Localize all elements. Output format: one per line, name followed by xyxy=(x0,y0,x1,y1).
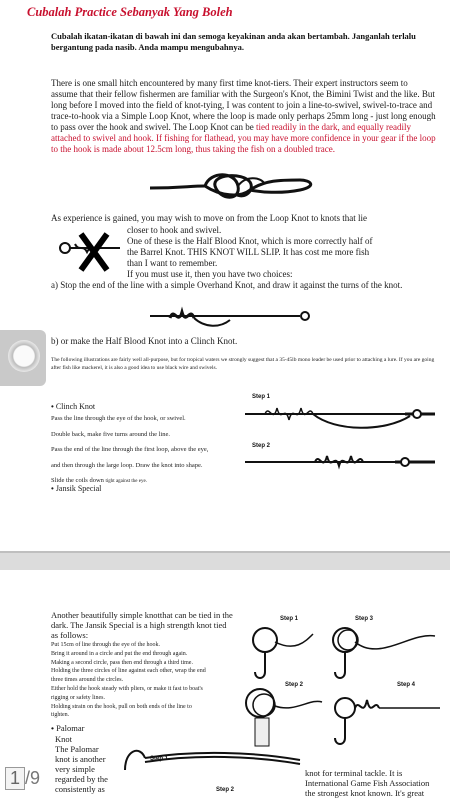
clinch-step: and then through the large loop. Draw the knot into shape. xyxy=(51,461,203,469)
jansik-step: Holding the three circles of line against each other, wrap the end xyxy=(51,668,206,675)
jansik-step3-illustration xyxy=(320,622,440,682)
jansik-step: tighten. xyxy=(51,712,70,719)
palomar-line: regarded by the xyxy=(55,774,108,784)
palomar-heading: • Palomar xyxy=(51,723,85,733)
half-blood-line6: If you must use it, then you have two choices: xyxy=(127,269,293,279)
clinch-step2-label: Step 2 xyxy=(252,443,271,449)
bullet-icon: • xyxy=(51,484,54,493)
jansik-intro-line: Another beautifully simple knotthat can be tied in the xyxy=(51,610,233,620)
jansik-step: Either hold the hook steady with pliers, or make it fast to boat's xyxy=(51,685,203,692)
jansik-intro xyxy=(51,610,271,640)
palomar-description xyxy=(305,768,450,798)
jansik-step3-label: Step 3 xyxy=(355,616,374,622)
jansik-intro-line: as follows: xyxy=(51,630,89,640)
palomar-line: knot is another xyxy=(55,754,106,764)
current-page-number[interactable]: 1 xyxy=(5,767,25,790)
choice-b: b) or make the Half Blood Knot into a Clinch Knot. xyxy=(51,336,238,346)
jansik-step4-illustration xyxy=(325,688,445,748)
clinch-step1-illustration xyxy=(245,402,440,437)
palomar-desc-line: International Game Fish Association xyxy=(305,778,430,788)
clinch-step: Pass the end of the line through the first loop, above the eye, xyxy=(51,446,209,453)
palomar-desc-line: the strongest knot known. It's great xyxy=(305,788,425,798)
scroll-handle-icon xyxy=(8,340,40,372)
jansik-step1-illustration xyxy=(245,622,315,682)
clinch-step: Pass the line through the eye of the hook, or swivel. xyxy=(51,415,186,422)
illustrations-note: The following illustrations are fairly well all-purpose, but for tropical waters we strongly suggest that a 35-45lb mono leader be used prior to attaching a lure. If you are going after fish like mackerel, it is also a good idea to use black wire and swivels. xyxy=(51,357,435,371)
palomar-line: Knot xyxy=(55,734,72,744)
palomar-step2-label: Step 2 xyxy=(216,787,235,793)
half-blood-knot-crossed-icon xyxy=(55,232,125,272)
page-indicator[interactable] xyxy=(5,767,40,790)
jansik-step: rigging or safety lines. xyxy=(51,694,105,701)
page-divider xyxy=(0,551,450,553)
loop-knot-paragraph xyxy=(51,78,436,155)
jansik-step2-label: Step 2 xyxy=(285,682,304,688)
jansik-step1-label: Step 1 xyxy=(280,616,299,622)
clinch-step1-label: Step 1 xyxy=(252,394,271,400)
overhand-knot-illustration xyxy=(150,298,320,333)
jansik-steps xyxy=(51,641,271,720)
clinch-step: Slide the coils down tight against the eye. xyxy=(51,477,147,484)
palomar-line: very simple xyxy=(55,764,95,774)
jansik-step: Making a second circle, pass then end through a third time. xyxy=(51,659,193,666)
jansik-step: Put 15cm of line through the eye of the hook. xyxy=(51,642,160,648)
half-blood-line4: the Barrel Knot. THIS KNOT WILL SLIP. It has cost me more fish xyxy=(127,247,370,257)
document-page-2 xyxy=(0,570,450,810)
total-pages: /9 xyxy=(25,768,41,788)
clinch-step2-illustration xyxy=(245,448,440,478)
palomar-step1-label: Step 1 xyxy=(150,756,169,762)
clinch-step: Double back, make five turns around the line. xyxy=(51,430,170,438)
loop-knot-text: There is one small hitch encountered by many first time knot-tiers. Their expert instructors seem to assume that their fellow fishermen are familiar with the Surgeon's Knot, the Bimini Twist and the like. But long before I moved into the field of knot-tying, I was content to join a line-to-swivel, swivel-to-trace and trace-to-hook via a Simple Loop Knot, where the loop is made only perhaps 25mm long - just long enough to pass over the hook and swivel. The Loop Knot can be xyxy=(51,78,436,132)
jansik-intro-line: dark. The Jansik Special is a high strength knot tied xyxy=(51,620,227,630)
jansik-step4-label: Step 4 xyxy=(397,682,416,688)
palomar-desc-line: knot for terminal tackle. It is xyxy=(305,768,403,778)
intro-paragraph: Cubalah ikatan-ikatan di bawah ini dan semoga keyakinan anda akan bertambah. Janganlah terlalu bergantung pada nasib. Anda mampu mengubahnya. xyxy=(51,31,416,52)
half-blood-line2: closer to hook and swivel. xyxy=(127,225,222,235)
palomar-line: consistently as xyxy=(55,784,105,794)
palomar-step1-illustration xyxy=(115,740,305,780)
loop-knot-illustration xyxy=(150,166,320,206)
loop-knot-highlight: tied readily in the dark, and equally readily attached to swivel and hook. If fishing for flathead, you may have more confidence in your gear if the loop to the hook is made about 12.5cm long, thus taking the fish on a doubled trace. xyxy=(51,122,436,154)
page-title: Cubalah Practice Sebanyak Yang Boleh xyxy=(27,5,233,19)
jansik-step: three times around the circles. xyxy=(51,677,124,684)
jansik-heading: • Jansik Special xyxy=(51,484,102,493)
jansik-step: Bring it around in a circle and put the end through again. xyxy=(51,650,188,657)
half-blood-line5: than I want to remember. xyxy=(127,258,218,268)
choice-a: a) Stop the end of the line with a simple Overhand Knot, and draw it against the turns of the knot. xyxy=(51,280,403,290)
half-blood-line1: As experience is gained, you may wish to move on from the Loop Knot to knots that lie xyxy=(51,213,367,223)
jansik-step: Holding strain on the hook, pull on both ends of the line to xyxy=(51,703,192,710)
palomar-line: The Palomar xyxy=(55,744,99,754)
bullet-icon: • xyxy=(51,402,54,411)
clinch-knot-heading: • Clinch Knot xyxy=(51,402,96,411)
bullet-icon: • xyxy=(51,723,54,733)
scroll-handle[interactable] xyxy=(0,330,46,386)
clinch-steps xyxy=(51,413,271,489)
half-blood-line3: One of these is the Half Blood Knot, which is more correctly half of xyxy=(127,236,373,246)
